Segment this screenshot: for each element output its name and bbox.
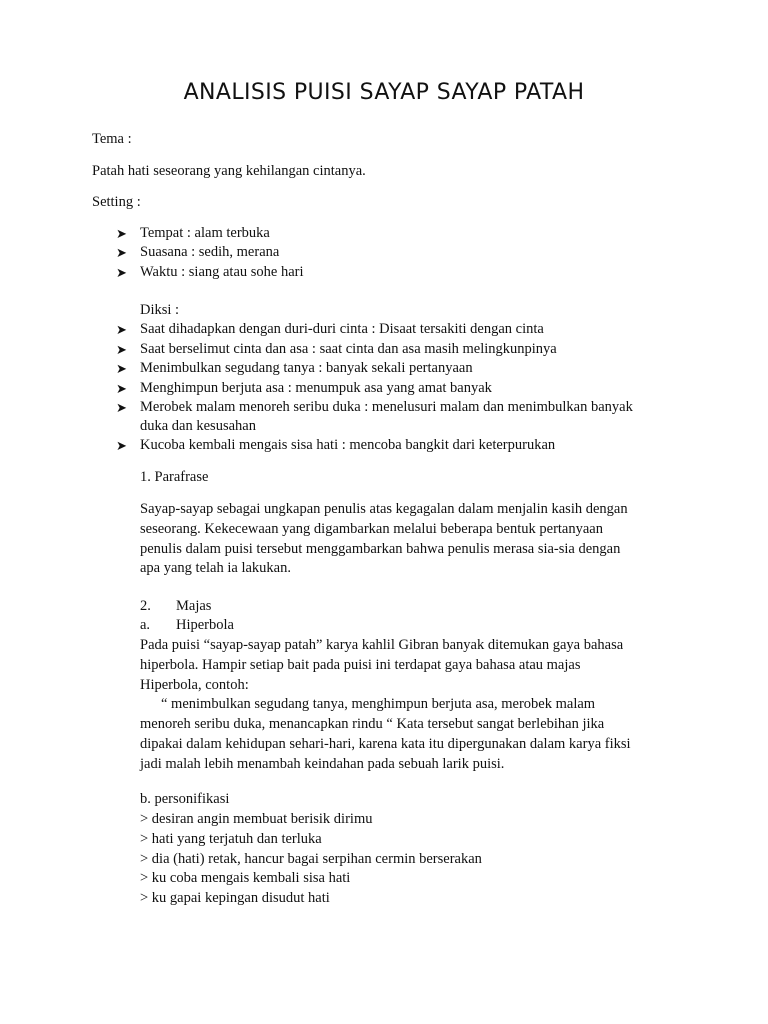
arrowhead-bullet-icon: ➤ [116,226,127,241]
personifikasi-item: > ku coba mengais kembali sisa hati [140,870,351,887]
hiperbola-paragraph [140,636,631,775]
diksi-item: Menghimpun berjuta asa : menumpuk asa yang amat banyak [140,380,492,396]
paragraph-line: menoreh seribu duka, menancapkan rindu “ Kata tersebut sangat berlebihan jika [140,716,605,733]
setting-item: Waktu : siang atau sohe hari [140,264,304,280]
personifikasi-heading: b. personifikasi [140,791,230,807]
diksi-item: Merobek malam menoreh seribu duka : menelusuri malam dan menimbulkan banyak [140,399,633,415]
arrowhead-bullet-icon: ➤ [116,381,127,396]
personifikasi-item: > dia (hati) retak, hancur bagai serpihan cermin berserakan [140,850,482,867]
paragraph-line: dipakai dalam kehidupan sehari-hari, karena kata itu dipergunakan dalam karya fiksi [140,735,631,752]
personifikasi-item: > desiran angin membuat berisik dirimu [140,811,373,827]
diksi-item-continuation: duka dan kesusahan [140,418,256,434]
paragraph-line: Pada puisi “sayap-sayap patah” karya kahlil Gibran banyak ditemukan gaya bahasa [140,637,624,653]
arrowhead-bullet-icon: ➤ [116,265,127,280]
paragraph-line: apa yang telah ia lakukan. [140,560,291,577]
paragraph-line: penulis dalam puisi tersebut menggambarkan bahwa penulis merasa sia-sia dengan [140,540,621,557]
parafrase-heading: 1. Parafrase [140,469,209,485]
majas-number: 2. [140,598,151,614]
setting-item: Tempat : alam terbuka [140,225,270,241]
hiperbola-letter: a. [140,617,151,633]
diksi-item: Kucoba kembali mengais sisa hati : mencoba bangkit dari keterpurukan [140,437,556,453]
personifikasi-item: > ku gapai kepingan disudut hati [140,890,330,907]
setting-item: Suasana : sedih, merana [140,244,280,260]
paragraph-line: hiperbola. Hampir setiap bait pada puisi ini terdapat gaya bahasa atau majas [140,656,581,673]
tema-value: Patah hati seseorang yang kehilangan cintanya. [92,163,366,179]
paragraph-line: seseorang. Kekecewaan yang digambarkan melalui beberapa bentuk pertanyaan [140,520,603,537]
paragraph-line: Hiperbola, contoh: [140,676,249,693]
tema-label: Tema : [92,131,132,147]
arrowhead-bullet-icon: ➤ [116,322,127,337]
personifikasi-item: > hati yang terjatuh dan terluka [140,830,322,847]
diksi-item: Saat dihadapkan dengan duri-duri cinta : Disaat tersakiti dengan cinta [140,321,544,337]
page-title: ANALISIS PUISI SAYAP SAYAP PATAH [183,80,585,105]
diksi-label: Diksi : [140,302,180,318]
arrowhead-bullet-icon: ➤ [116,438,127,453]
diksi-item: Saat berselimut cinta dan asa : saat cinta dan asa masih melingkunpinya [140,341,557,357]
setting-label: Setting : [92,194,141,210]
paragraph-line: jadi malah lebih menambah keindahan pada sebuah larik puisi. [140,755,505,772]
paragraph-line: Sayap-sayap sebagai ungkapan penulis atas kegagalan dalam menjalin kasih dengan [140,501,628,517]
arrowhead-bullet-icon: ➤ [116,361,127,376]
parafrase-paragraph [140,500,628,579]
personifikasi-list [140,810,482,909]
paragraph-line: “ menimbulkan segudang tanya, menghimpun berjuta asa, merobek malam [161,696,596,713]
diksi-item: Menimbulkan segudang tanya : banyak sekali pertanyaan [140,360,473,376]
hiperbola-heading: Hiperbola [176,617,234,633]
majas-heading: Majas [176,598,212,614]
arrowhead-bullet-icon: ➤ [116,245,127,260]
arrowhead-bullet-icon: ➤ [116,342,127,357]
arrowhead-bullet-icon: ➤ [116,400,127,415]
